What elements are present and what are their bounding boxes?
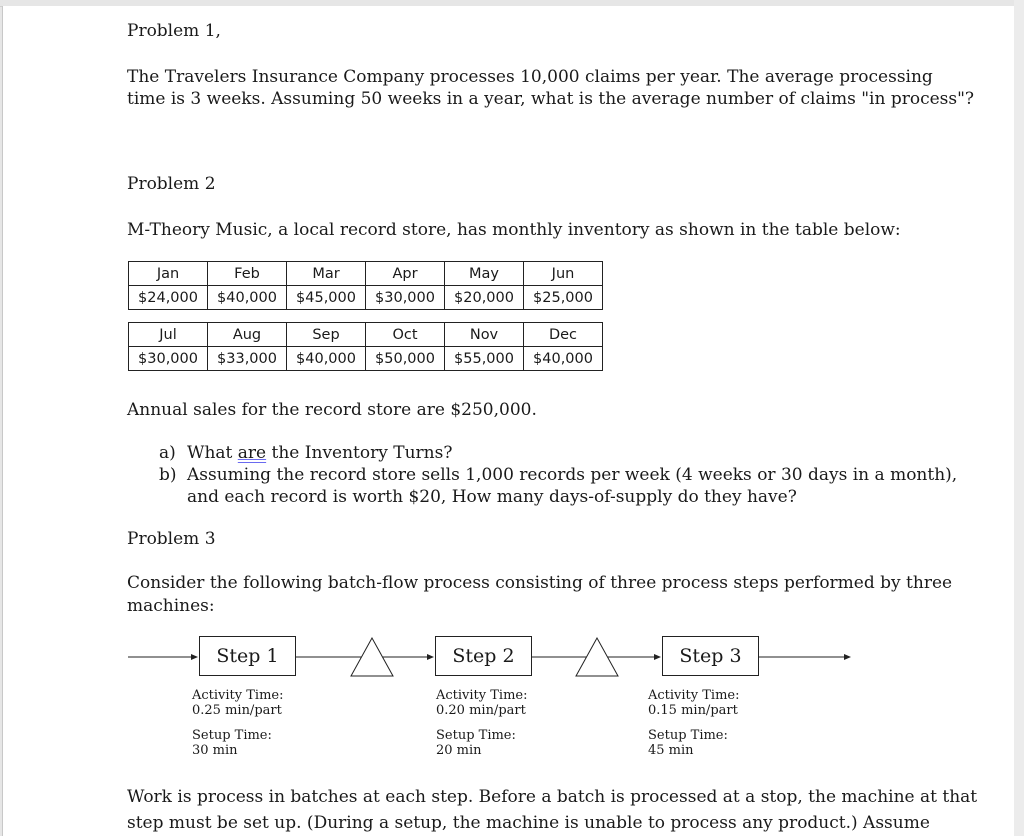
month-cell: Dec (524, 323, 603, 347)
value-cell: $24,000 (129, 286, 208, 310)
value-cell: $45,000 (287, 286, 366, 310)
step2-box: Step 2 (435, 636, 532, 676)
problem3-heading: Problem 3 (127, 529, 216, 549)
value-cell: $30,000 (366, 286, 445, 310)
table-row-months (129, 262, 603, 286)
value-cell: $30,000 (129, 347, 208, 371)
month-cell: Jul (129, 323, 208, 347)
value-cell: $40,000 (208, 286, 287, 310)
problem3-paragraph-line2: step must be set up. (During a setup, the machine is unable to process any product.) Assume (127, 813, 930, 833)
step3-activity-label: Activity Time: (648, 688, 740, 703)
table-row-months (129, 323, 603, 347)
step3-setup-value: 45 min (648, 743, 694, 758)
value-cell: $20,000 (445, 286, 524, 310)
month-cell: Jun (524, 262, 603, 286)
question-b-line2: and each record is worth $20, How many days-of-supply do they have? (187, 487, 797, 507)
step1-setup-label: Setup Time: (192, 728, 272, 743)
arrow-head-icon (654, 654, 661, 660)
problem3-intro-line1: Consider the following batch-flow process consisting of three process steps performed by three (127, 573, 953, 593)
month-cell: Feb (208, 262, 287, 286)
step3-activity-value: 0.15 min/part (648, 703, 738, 718)
step2-setup-label: Setup Time: (436, 728, 516, 743)
problem2-intro: M-Theory Music, a local record store, has monthly inventory as shown in the table below: (127, 220, 901, 240)
arrow-head-icon (844, 654, 851, 660)
value-cell: $33,000 (208, 347, 287, 371)
step1-activity-value: 0.25 min/part (192, 703, 282, 718)
problem1-text-line1: The Travelers Insurance Company processes 10,000 claims per year. The average processing (127, 67, 933, 87)
problem2-heading: Problem 2 (127, 174, 216, 194)
month-cell: Jan (129, 262, 208, 286)
vertical-scrollbar[interactable] (1014, 0, 1024, 836)
month-cell: Apr (366, 262, 445, 286)
inventory-table-jul-dec (128, 322, 603, 371)
annual-sales-text: Annual sales for the record store are $250,000. (127, 400, 537, 420)
problem1-text-line2: time is 3 weeks. Assuming 50 weeks in a year, what is the average number of claims "in process"? (127, 89, 975, 109)
month-cell: Oct (366, 323, 445, 347)
value-cell: $50,000 (366, 347, 445, 371)
step3-box: Step 3 (662, 636, 759, 676)
month-cell: Nov (445, 323, 524, 347)
question-a-pre: What (187, 443, 238, 463)
arrow-head-icon (427, 654, 434, 660)
value-cell: $25,000 (524, 286, 603, 310)
value-cell: $55,000 (445, 347, 524, 371)
question-a-text (187, 442, 452, 464)
question-a-label: a) (159, 443, 176, 463)
problem3-intro-line2: machines: (127, 596, 215, 616)
arrow-head-icon (191, 654, 198, 660)
month-cell: Sep (287, 323, 366, 347)
question-a-post: the Inventory Turns? (266, 443, 453, 463)
table-row-values (129, 347, 603, 371)
question-b-label: b) (159, 465, 177, 485)
problem1-heading: Problem 1, (127, 21, 221, 41)
value-cell: $40,000 (524, 347, 603, 371)
document-page (2, 6, 1015, 836)
inventory-table-jan-jun (128, 261, 603, 310)
step2-setup-value: 20 min (436, 743, 482, 758)
problem3-paragraph-line1: Work is process in batches at each step. Before a batch is processed at a stop, the machine at that (127, 787, 978, 807)
table-row-values (129, 286, 603, 310)
month-cell: May (445, 262, 524, 286)
step2-activity-label: Activity Time: (436, 688, 528, 703)
question-b-line1: Assuming the record store sells 1,000 records per week (4 weeks or 30 days in a month), (187, 465, 958, 485)
month-cell: Aug (208, 323, 287, 347)
step1-setup-value: 30 min (192, 743, 238, 758)
step1-activity-label: Activity Time: (192, 688, 284, 703)
step1-box: Step 1 (199, 636, 296, 676)
month-cell: Mar (287, 262, 366, 286)
question-a-underlined-word: are (237, 443, 267, 463)
step2-activity-value: 0.20 min/part (436, 703, 526, 718)
step3-setup-label: Setup Time: (648, 728, 728, 743)
value-cell: $40,000 (287, 347, 366, 371)
